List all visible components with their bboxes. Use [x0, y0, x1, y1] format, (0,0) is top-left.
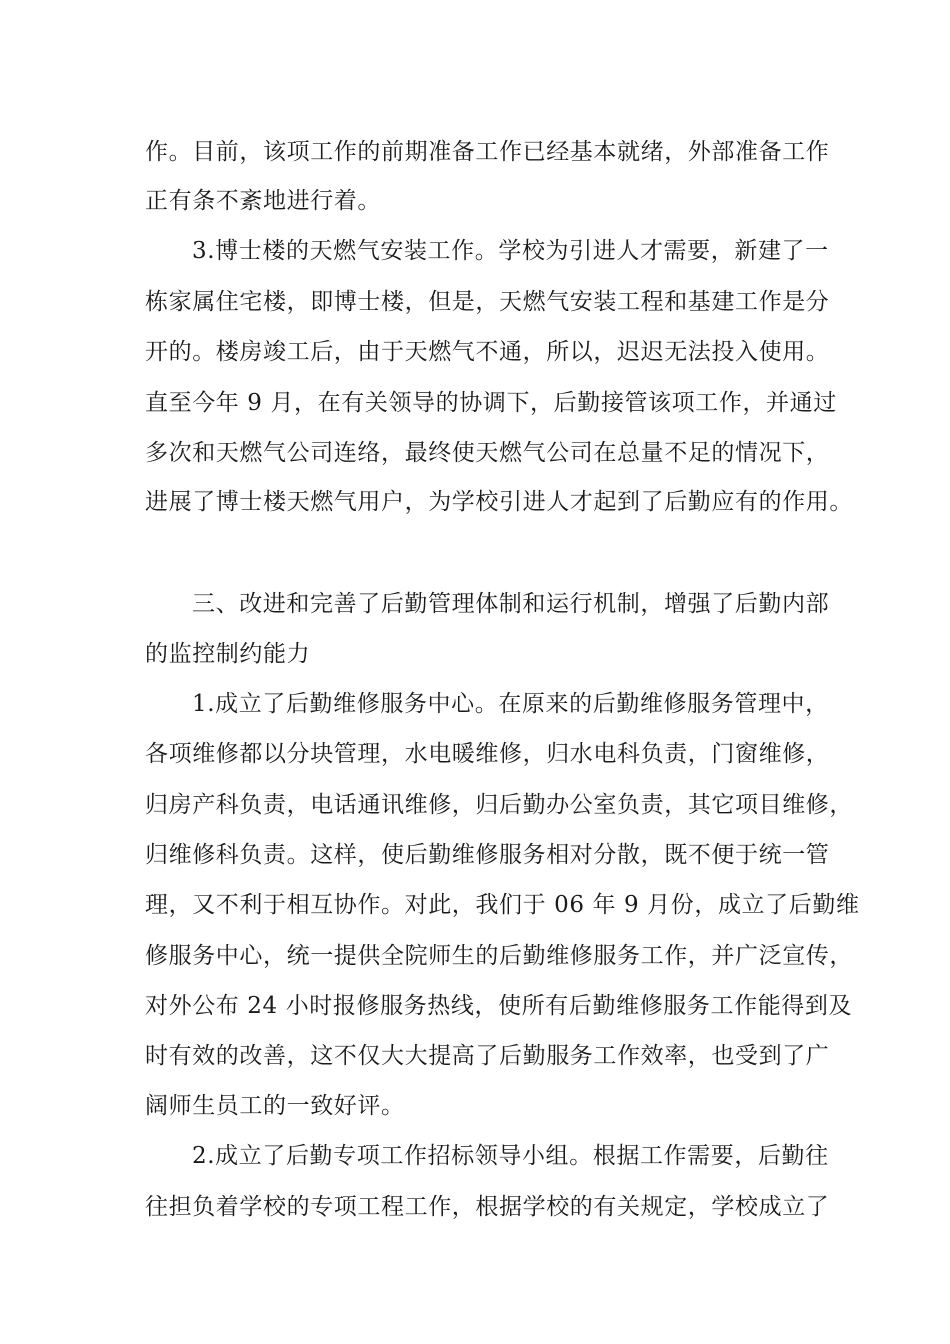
- paragraph-line: 作。目前，该项工作的前期准备工作已经基本就绪，外部准备工作: [145, 139, 830, 165]
- section-heading-line: 的监控制约能力: [145, 641, 311, 667]
- paragraph-line: 栋家属住宅楼，即博士楼，但是，天燃气安装工程和基建工作是分: [145, 289, 830, 315]
- paragraph-line: 归维修科负责。这样，使后勤维修服务相对分散，既不便于统一管: [145, 842, 830, 868]
- paragraph-line: 进展了博士楼天燃气用户，为学校引进人才起到了后勤应有的作用。: [145, 489, 853, 515]
- paragraph-line: 开的。楼房竣工后，由于天燃气不通，所以，迟迟无法投入使用。: [145, 339, 830, 365]
- section-heading-line: 三、改进和完善了后勤管理体制和运行机制，增强了后勤内部: [192, 591, 830, 617]
- paragraph-line: 1.成立了后勤维修服务中心。在原来的后勤维修服务管理中，: [192, 691, 829, 717]
- paragraph-line: 2.成立了后勤专项工作招标领导小组。根据工作需要，后勤往: [192, 1143, 829, 1169]
- paragraph-line: 3.博士楼的天燃气安装工作。学校为引进人才需要，新建了一: [192, 238, 829, 264]
- paragraph-line: 理，又不利于相互协作。对此，我们于 06 年 9 月份，成立了后勤维: [145, 892, 860, 918]
- paragraph-line: 阔师生员工的一致好评。: [145, 1093, 405, 1119]
- paragraph-line: 时有效的改善，这不仅大大提高了后勤服务工作效率，也受到了广: [145, 1043, 830, 1069]
- paragraph-line: 往担负着学校的专项工程工作，根据学校的有关规定，学校成立了: [145, 1194, 830, 1220]
- paragraph-line: 各项维修都以分块管理，水电暖维修，归水电科负责，门窗维修，: [145, 741, 830, 767]
- paragraph-line: 多次和天燃气公司连络，最终使天燃气公司在总量不足的情况下，: [145, 440, 830, 466]
- paragraph-line: 正有条不紊地进行着。: [145, 188, 381, 214]
- paragraph-line: 直至今年 9 月，在有关领导的协调下，后勤接管该项工作，并通过: [145, 390, 837, 416]
- paragraph-line: 对外公布 24 小时报修服务热线，使所有后勤维修服务工作能得到及: [145, 993, 853, 1019]
- paragraph-line: 归房产科负责，电话通讯维修，归后勤办公室负责，其它项目维修，: [145, 792, 853, 818]
- paragraph-line: 修服务中心，统一提供全院师生的后勤维修服务工作，并广泛宣传，: [145, 943, 853, 969]
